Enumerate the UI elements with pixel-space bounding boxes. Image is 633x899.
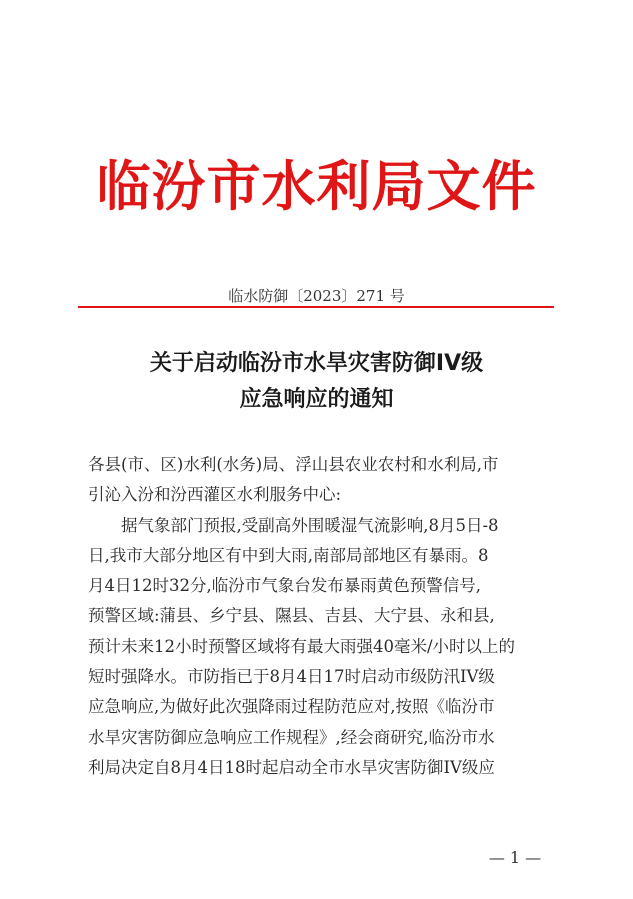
document-subject xyxy=(0,346,633,418)
body-line: 短时强降水。市防指已于8月4日17时启动市级防汛IV级 xyxy=(88,667,495,687)
subject-line-1: 关于启动临汾市水旱灾害防御IV级 xyxy=(149,351,484,376)
body-line: 月4日12时32分,临汾市气象台发布暴雨黄色预警信号, xyxy=(88,576,481,596)
document-number: 临水防御〔2023〕271 号 xyxy=(228,287,405,305)
subject-line-2: 应急响应的通知 xyxy=(239,387,394,412)
body-line: 预警区域:蒲县、乡宁县、隰县、吉县、大宁县、永和县, xyxy=(88,606,495,626)
red-divider xyxy=(78,306,554,308)
body-line: 据气象部门预报,受副高外围暖湿气流影响,8月5日-8 xyxy=(88,515,499,535)
body-text xyxy=(88,450,550,783)
body-line: 水旱灾害防御应急响应工作规程》,经会商研究,临汾市水 xyxy=(88,727,495,747)
body-line: 应急响应,为做好此次强降雨过程防范应对,按照《临汾市 xyxy=(88,697,495,717)
page-number: — 1 — xyxy=(488,848,542,867)
issuer-title: 临汾市水利局文件 xyxy=(96,155,537,218)
body-line: 利局决定自8月4日18时起启动全市水旱灾害防御IV级应 xyxy=(88,757,495,777)
body-line: 各县(市、区)水利(水务)局、浮山县农业农村和水利局,市 xyxy=(88,455,499,474)
body-line: 预计未来12小时预警区域将有最大雨强40毫米/小时以上的 xyxy=(88,636,516,656)
body-line: 引沁入汾和汾西灌区水利服务中心: xyxy=(88,485,342,505)
body-line: 日,我市大部分地区有中到大雨,南部局部地区有暴雨。8 xyxy=(88,545,489,565)
